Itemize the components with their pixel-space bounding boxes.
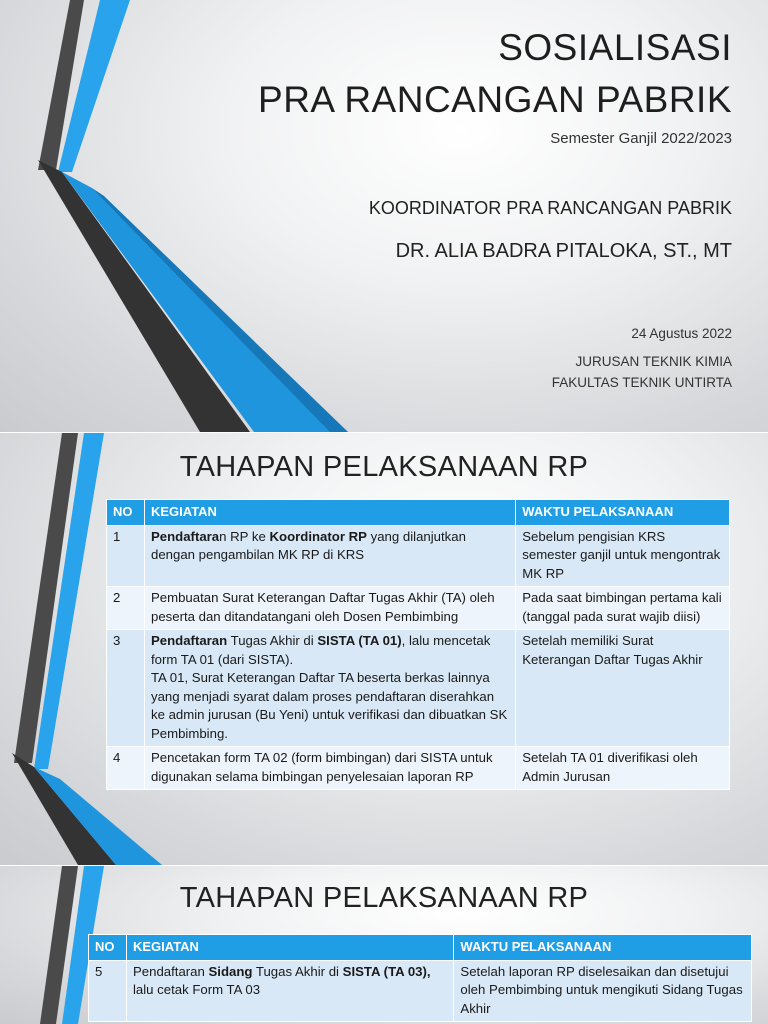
text: n RP ke xyxy=(219,528,270,544)
title-line-1: SOSIALISASI xyxy=(498,27,732,68)
table-row xyxy=(107,747,730,790)
text: lalu cetak Form TA 03 xyxy=(132,982,261,997)
cell-waktu: Setelah TA 01 diverifikasi oleh Admin Jurusan xyxy=(516,747,730,790)
cell-waktu: Setelah memiliki Surat Keterangan Daftar Tugas Akhir xyxy=(516,630,730,747)
table-header-row xyxy=(89,935,752,961)
cell-kegiatan xyxy=(126,960,453,1022)
text: Pembuatan Surat Keterangan Daftar Tugas Akhir (TA) oleh peserta dan ditandatangani oleh Dosen Pembimbing xyxy=(150,590,495,624)
header-waktu: WAKTU PELAKSANAAN xyxy=(454,935,752,961)
title-slide xyxy=(0,0,768,432)
table-row xyxy=(89,960,752,1022)
schedule-table xyxy=(88,934,752,1022)
header-no: NO xyxy=(89,935,127,961)
header-no: NO xyxy=(107,500,145,526)
cell-no: 1 xyxy=(107,525,145,587)
cell-waktu: Pada saat bimbingan pertama kali (tanggal pada surat wajib diisi) xyxy=(516,587,730,630)
table-row xyxy=(107,630,730,747)
table-row xyxy=(107,525,730,587)
cell-no: 5 xyxy=(89,960,127,1022)
text: Tugas Akhir di xyxy=(227,633,318,648)
cell-kegiatan xyxy=(144,587,515,630)
faculty-text: FAKULTAS TEKNIK UNTIRTA xyxy=(551,375,732,390)
header-waktu: WAKTU PELAKSANAAN xyxy=(516,500,730,526)
cell-no: 4 xyxy=(107,747,145,790)
bold-text: SISTA (TA 01) xyxy=(317,633,402,648)
cell-waktu: Sebelum pengisian KRS semester ganjil untuk mengontrak MK RP xyxy=(516,525,730,587)
cell-kegiatan xyxy=(144,630,515,747)
table-row xyxy=(107,587,730,630)
text: Tugas Akhir di xyxy=(252,963,343,979)
department-text: JURUSAN TEKNIK KIMIA xyxy=(575,354,732,369)
date-text: 24 Agustus 2022 xyxy=(631,326,732,341)
bold-text: Sidang xyxy=(208,963,253,979)
bold-text: Koordinator RP xyxy=(269,528,367,544)
slide-title: TAHAPAN PELAKSANAAN RP xyxy=(179,451,589,483)
schedule-slide-1 xyxy=(0,433,768,865)
semester-text: Semester Ganjil 2022/2023 xyxy=(550,130,732,147)
coordinator-role: KOORDINATOR PRA RANCANGAN PABRIK xyxy=(368,198,732,218)
title-line-2: PRA RANCANGAN PABRIK xyxy=(258,79,732,120)
text: TA 01, Surat Keterangan Daftar TA beserta berkas lainnya yang menjadi syarat dalam proses pendaftaran diserahkan ke admin jurusan (Bu Yeni) untuk verifikasi dan dibuatkan SK Pembimbing. xyxy=(150,670,508,741)
text: yang dilanjutkan dengan pengambilan MK RP di KRS xyxy=(150,528,466,562)
text: Pencetakan form TA 02 (form bimbingan) dari SISTA untuk digunakan selama bimbingan penyelesaian laporan RP xyxy=(150,750,493,784)
bold-text: Pendaftara xyxy=(150,528,220,544)
schedule-slide-2 xyxy=(0,866,768,1024)
cell-kegiatan xyxy=(144,747,515,790)
text: , lalu mencetak form TA 01 (dari SISTA). xyxy=(150,633,491,667)
cell-no: 2 xyxy=(107,587,145,630)
bold-text: SISTA (TA 03), xyxy=(342,963,431,979)
cell-waktu: Setelah laporan RP diselesaikan dan disetujui oleh Pembimbing untuk mengikuti Sidang Tugas Akhir xyxy=(454,960,752,1022)
cell-no: 3 xyxy=(107,630,145,747)
header-kegiatan: KEGIATAN xyxy=(144,500,515,526)
schedule-table xyxy=(106,499,730,790)
slide-title: TAHAPAN PELAKSANAAN RP xyxy=(179,882,589,914)
bold-text: Pendaftaran xyxy=(150,633,228,648)
text: Pendaftaran xyxy=(132,963,209,979)
table-header-row xyxy=(107,500,730,526)
coordinator-name: DR. ALIA BADRA PITALOKA, ST., MT xyxy=(395,240,732,262)
header-kegiatan: KEGIATAN xyxy=(126,935,453,961)
cell-kegiatan xyxy=(144,525,515,587)
